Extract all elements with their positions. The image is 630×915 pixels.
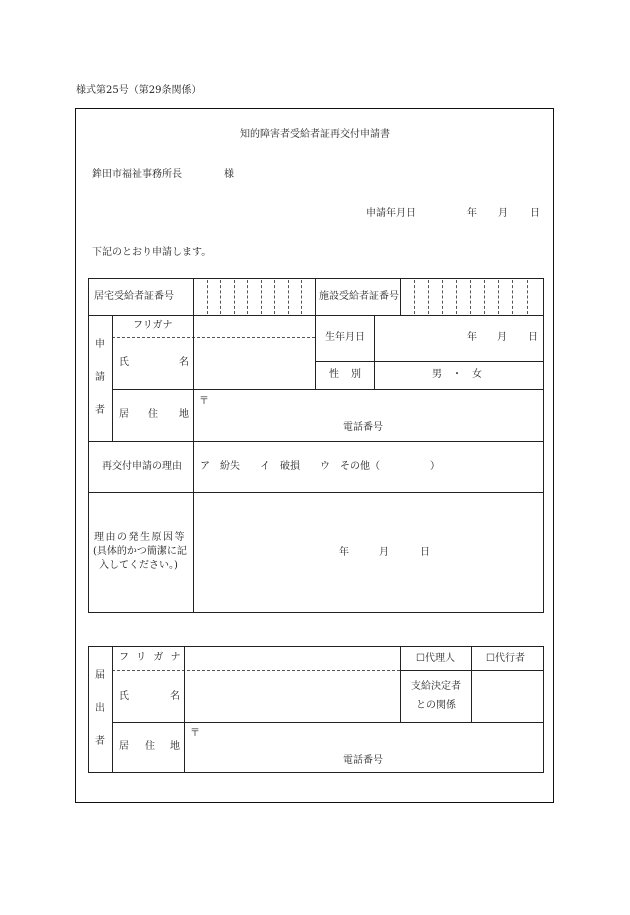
cause-label-line-2: (具体的かつ簡潔に記	[93, 546, 187, 557]
application-date-label: 申請年月日	[366, 208, 416, 219]
notifier-postal-mark: 〒	[190, 728, 200, 739]
relation-field[interactable]	[472, 671, 542, 721]
notifier-name-label-1: 氏	[119, 691, 129, 702]
relation-label-line-2: との関係	[416, 700, 456, 711]
notifier-side-label-3: 者	[95, 736, 105, 747]
addressee-honorific: 様	[224, 169, 234, 180]
cause-field[interactable]	[194, 493, 542, 611]
birth-date-month: 月	[497, 332, 507, 343]
application-date-day: 日	[530, 208, 540, 219]
notifier-name-label-2: 名	[170, 691, 180, 702]
agent-checkbox[interactable]: ☐代理人	[416, 653, 455, 664]
notifier-furigana-label: フ リ ガ ナ	[119, 652, 183, 663]
applicant-name-label-1: 氏	[119, 357, 129, 368]
sex-options[interactable]: 男 ・ 女	[432, 369, 482, 380]
notifier-side-label-1: 届	[95, 670, 105, 681]
intro-text: 下記のとおり申請します。	[92, 247, 212, 258]
notifier-address-label-1: 居	[119, 741, 129, 752]
proxy-checkbox[interactable]: ☐代行者	[486, 653, 525, 664]
applicant-side-label-1: 申	[95, 339, 105, 350]
applicant-name-field[interactable]	[194, 338, 314, 388]
sex-label-2: 別	[351, 369, 361, 380]
applicant-furigana-field[interactable]	[194, 316, 314, 336]
notifier-phone-label: 電話番号	[343, 755, 383, 766]
application-date-month: 月	[498, 208, 508, 219]
applicant-furigana-label: フリガナ	[133, 320, 173, 331]
reason-options[interactable]: ア 紛失 イ 破損 ウ その他（ ）	[200, 461, 440, 472]
cause-date-day: 日	[420, 547, 430, 558]
home-cert-number-field[interactable]	[194, 279, 314, 314]
home-cert-number-label: 居宅受給者証番号	[94, 291, 174, 302]
applicant-phone-label: 電話番号	[343, 422, 383, 433]
form-title: 知的障害者受給者証再交付申請書	[240, 129, 390, 140]
applicant-postal-mark: 〒	[199, 396, 209, 407]
applicant-address-label-2: 住	[148, 409, 158, 420]
sex-label-1: 性	[329, 369, 339, 380]
relation-label-line-1: 支給決定者	[411, 681, 461, 692]
cause-label-line-1: 理由の発生原因等	[94, 532, 186, 543]
form-number: 様式第25号（第29条関係）	[76, 85, 202, 96]
facility-cert-number-label: 施設受給者証番号	[319, 291, 399, 302]
addressee-name: 鉾田市福祉事務所長	[92, 169, 182, 180]
notifier-side-label-2: 出	[95, 703, 105, 714]
applicant-side-label-3: 者	[95, 405, 105, 416]
applicant-name-label-2: 名	[179, 357, 189, 368]
applicant-address-label-3: 地	[179, 409, 189, 420]
birth-date-label: 生年月日	[325, 332, 365, 343]
applicant-side-label-2: 請	[95, 372, 105, 383]
cause-date-month: 月	[379, 547, 389, 558]
cause-label-line-3: 入してください。)	[99, 560, 178, 571]
notifier-address-label-3: 地	[170, 741, 180, 752]
application-date-year: 年	[467, 208, 477, 219]
notifier-address-label-2: 住	[145, 741, 155, 752]
facility-cert-number-field[interactable]	[401, 279, 542, 314]
birth-date-field[interactable]	[375, 316, 542, 360]
cause-date-year: 年	[339, 547, 349, 558]
birth-date-day: 日	[528, 332, 538, 343]
applicant-address-label-1: 居	[119, 409, 129, 420]
notifier-furigana-field[interactable]	[185, 647, 399, 669]
reason-label: 再交付申請の理由	[102, 461, 182, 472]
notifier-name-field[interactable]	[185, 671, 399, 721]
birth-date-year: 年	[467, 332, 477, 343]
